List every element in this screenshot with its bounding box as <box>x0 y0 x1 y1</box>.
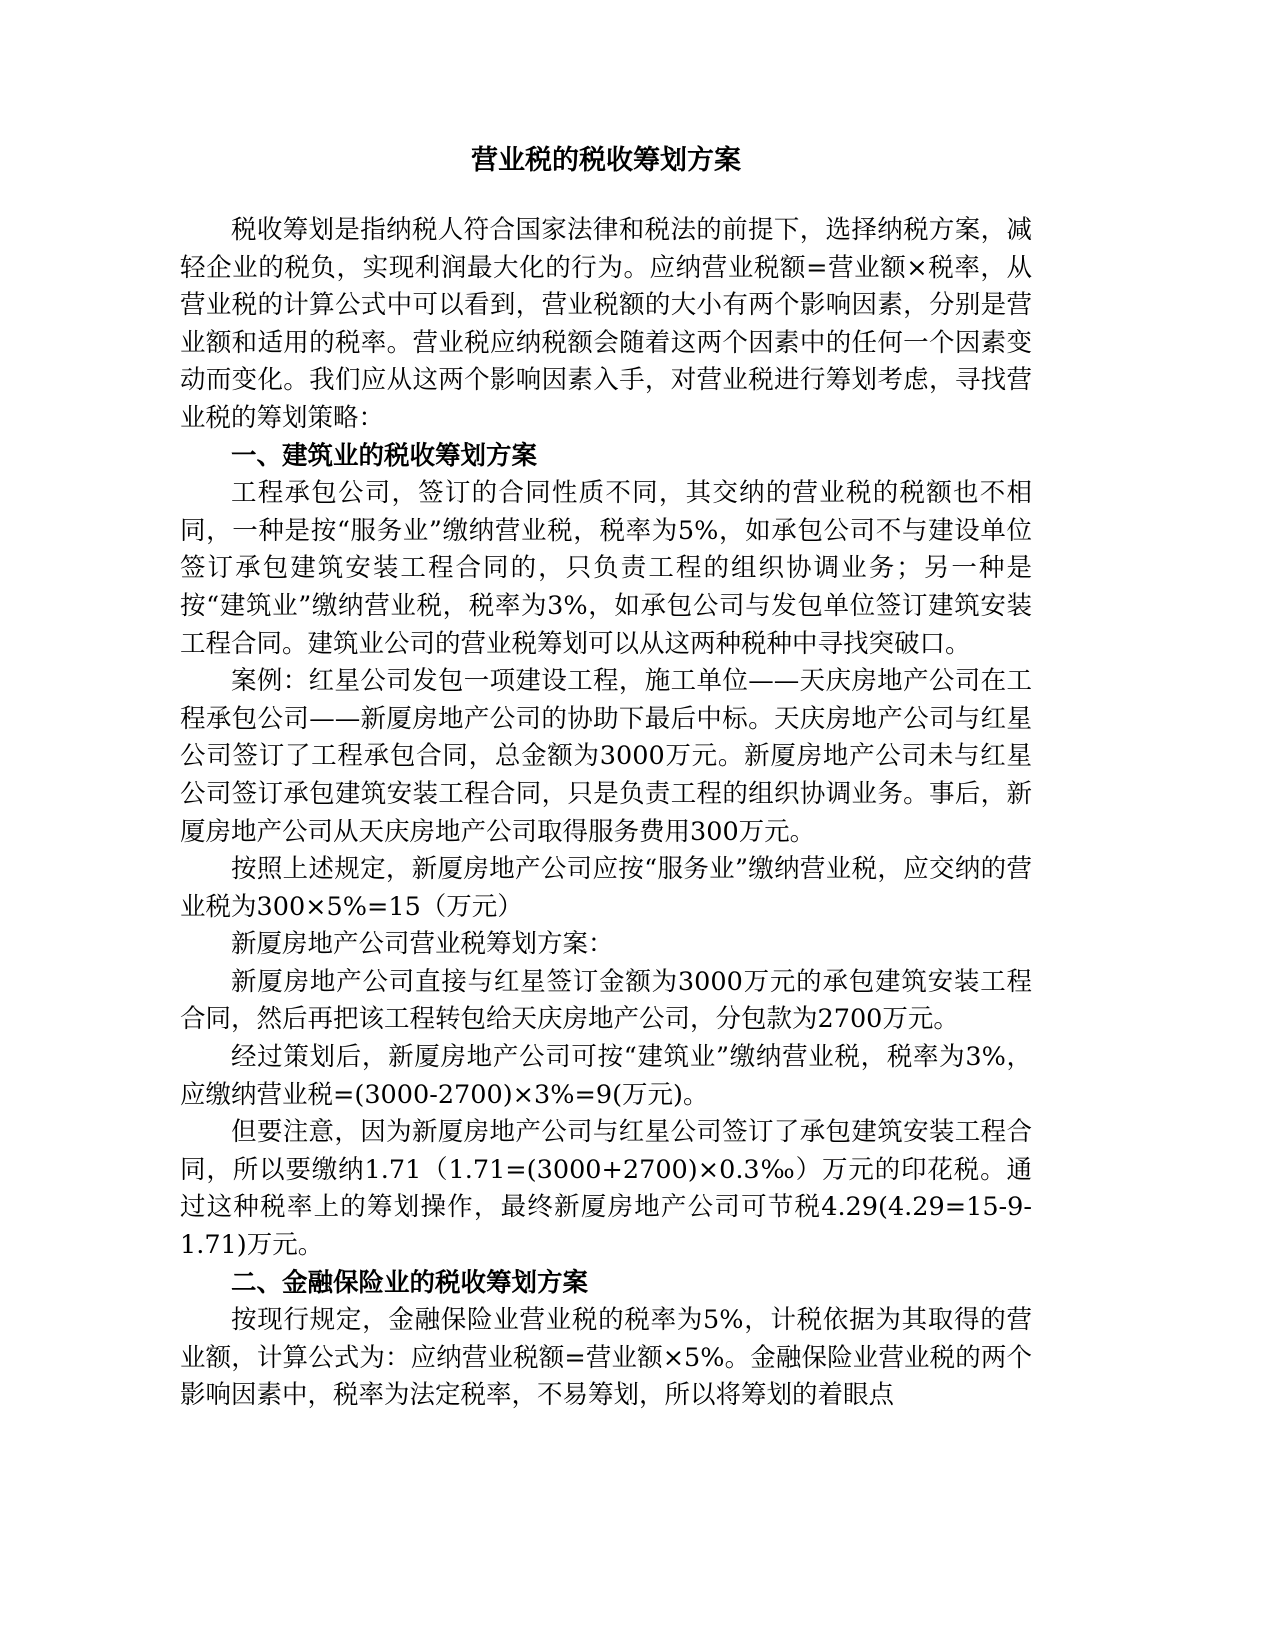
section-1-paragraph-5: 新厦房地产公司直接与红星签订金额为3000万元的承包建筑安装工程合同，然后再把该工程转包给天庆房地产公司，分包款为2700万元。 <box>180 966 1032 1035</box>
document-body <box>180 212 1032 1415</box>
document-title: 营业税的税收筹划方案 <box>471 145 741 176</box>
section-2-paragraph-1: 按现行规定，金融保险业营业税的税率为5%，计税依据为其取得的营业额，计算公式为：应纳营业税额=营业额×5%。金融保险业营业税的两个影响因素中，税率为法定税率，不易筹划，所以将筹划的着眼点 <box>180 1305 1032 1411</box>
intro-paragraph: 税收筹划是指纳税人符合国家法律和税法的前提下，选择纳税方案，减轻企业的税负，实现利润最大化的行为。应纳营业税额=营业额×税率，从营业税的计算公式中可以看到，营业税额的大小有两个影响因素，分别是营业额和适用的税率。营业税应纳税额会随着这两个因素中的任何一个因素变动而变化。我们应从这两个影响因素入手，对营业税进行筹划考虑，寻找营业税的筹划策略： <box>180 215 1032 433</box>
section-1-paragraph-3: 按照上述规定，新厦房地产公司应按“服务业”缴纳营业税，应交纳的营业税为300×5%=15（万元） <box>180 854 1032 922</box>
section-1-heading: 一、建筑业的税收筹划方案 <box>231 440 538 471</box>
section-1-plan-label: 新厦房地产公司营业税筹划方案： <box>231 929 614 960</box>
section-2-heading: 二、金融保险业的税收筹划方案 <box>231 1267 589 1298</box>
document-page <box>180 0 1032 1650</box>
section-1-case-paragraph: 案例：红星公司发包一项建设工程，施工单位——天庆房地产公司在工程承包公司——新厦房地产公司的协助下最后中标。天庆房地产公司与红星公司签订了工程承包合同，总金额为3000万元。新厦房地产公司未与红星公司签订承包建筑安装工程合同，只是负责工程的组织协调业务。事后，新厦房地产公司从天庆房地产公司取得服务费用300万元。 <box>180 666 1032 847</box>
section-1-paragraph-1: 工程承包公司，签订的合同性质不同，其交纳的营业税的税额也不相同，一种是按“服务业”缴纳营业税，税率为5%，如承包公司不与建设单位签订承包建筑安装工程合同的，只负责工程的组织协调业务；另一种是按“建筑业”缴纳营业税，税率为3%，如承包公司与发包单位签订建筑安装工程合同。建筑业公司的营业税筹划可以从这两种税种中寻找突破口。 <box>180 478 1032 659</box>
section-1-paragraph-6: 经过策划后，新厦房地产公司可按“建筑业”缴纳营业税，税率为3%，应缴纳营业税=(3000-2700)×3%=9(万元)。 <box>180 1042 1032 1110</box>
section-1-paragraph-7: 但要注意，因为新厦房地产公司与红星公司签订了承包建筑安装工程合同，所以要缴纳1.71（1.71=(3000+2700)×0.3‰）万元的印花税。通过这种税率上的筹划操作，最终新厦房地产公司可节税4.29(4.29=15-9-1.71)万元。 <box>180 1117 1032 1261</box>
